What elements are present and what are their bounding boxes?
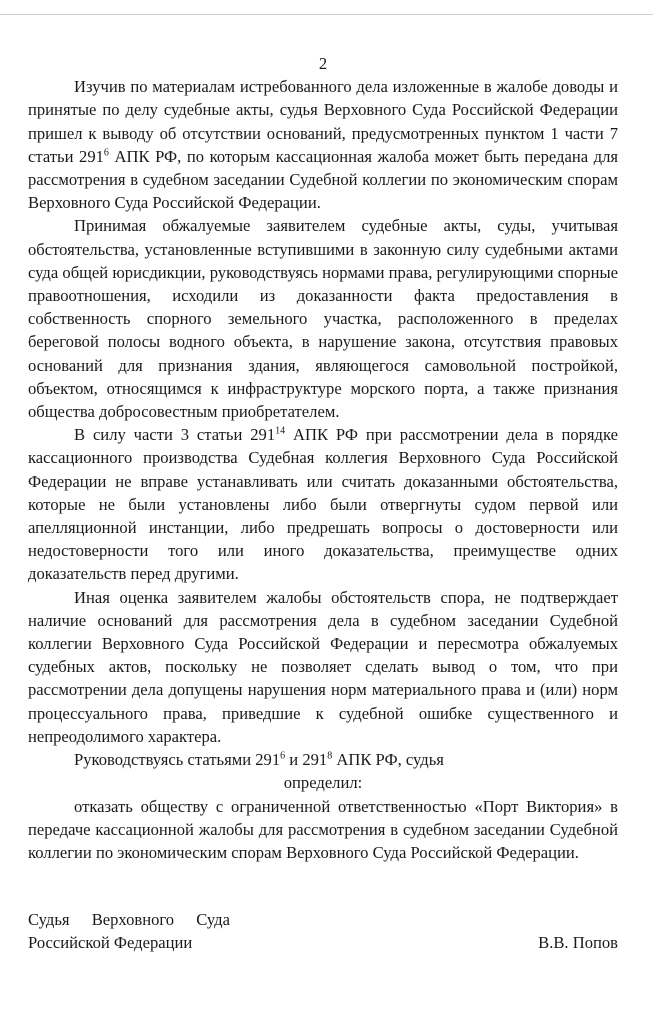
paragraph-3 [28,423,618,585]
decision-text: отказать обществу с ограниченной ответственностью «Порт Виктория» в передаче кассационной жалобы для рассмотрения в судебном заседании Судебной коллегии по экономическим спорам Верховного Суда Российской Федерации. [28,796,618,862]
paragraph-1 [28,75,618,214]
paragraph-2: Принимая обжалуемые заявителем судебные акты, суды, учитывая обстоятельства, установленные вступившими в законную силу судебными актами суда общей юрисдикции, руководствуясь нормами права, регулирующими спорные правоотношения, исходили из доказанности факта предоставления в собственность спорного земельного участка, расположенного в пределах береговой полосы водного объекта, в нарушение закона, отсутствия правовых оснований для признания здания, являющегося самовольной постройкой, объектом, относящимся к инфраструктуре морского порта, а также признания общества добросовестным приобретателем. [28,216,618,422]
scan-edge-line [0,14,653,15]
paragraph-5-head: Руководствуясь статьями 291 [74,750,281,770]
page-number: 2 [318,54,328,73]
paragraph-5 [28,748,618,771]
paragraph-5-sup-2: 8 [327,750,333,762]
paragraph-1-tail: АПК РФ, по которым кассационная жалоба может быть передана для рассмотрения в судебном заседании Судебной коллегии по экономическим спорам Верховного Суда Российской Федерации. [28,146,618,213]
paragraph-3-tail: АПК РФ при рассмотрении дела в порядке кассационного производства Судебная коллегия Верховного Суда Российской Федерации не вправе устанавливать или считать доказанными обстоятельства, которые не были установлены либо были отвергнуты судом первой или апелляционной инстанции, либо предрешать вопросы о достоверности или недостоверности того или иного доказательства, преимуществе одних доказательств перед другими. [28,425,619,584]
paragraph-3-head: В силу части 3 статьи 291 [74,425,276,445]
paragraph-5-mid: и 291 [285,750,328,770]
signature-title-line-1: Судья Верховного Суда [28,910,230,929]
document-body [28,52,618,864]
paragraph-1-text: Изучив по материалам истребованного дела изложенные в жалобе доводы и принятые по делу судебные акты, судья Верховного Суда Российской Федерации пришел к выводу об отсутствии оснований, предусмотренных пунктом 1 части 7 статьи 291 [28,77,618,166]
paragraph-4: Иная оценка заявителем жалобы обстоятельств спора, не подтверждает наличие оснований для рассмотрения дела в судебном заседании Судебной коллегии Верховного Суда Российской Федерации и пересмотра обжалуемых судебных актов, поскольку не позволяет сделать вывод о том, что при рассмотрении дела допущены нарушения норм материального права и (или) норм процессуального права, приведшие к судебной ошибке существенного и непреодолимого характера. [28,587,618,746]
paragraph-3-sup: 14 [275,425,286,437]
signature-name: В.В. Попов [538,933,618,953]
signature-title-line-2: Российской Федерации [28,933,193,953]
paragraph-5-tail: АПК РФ, судья [332,750,444,770]
decision-heading: определил: [283,773,363,793]
signature-block [28,908,618,954]
paragraph-5-sup-1: 6 [280,750,286,762]
signature-row [28,931,618,954]
paragraph-1-sup: 6 [103,147,109,159]
